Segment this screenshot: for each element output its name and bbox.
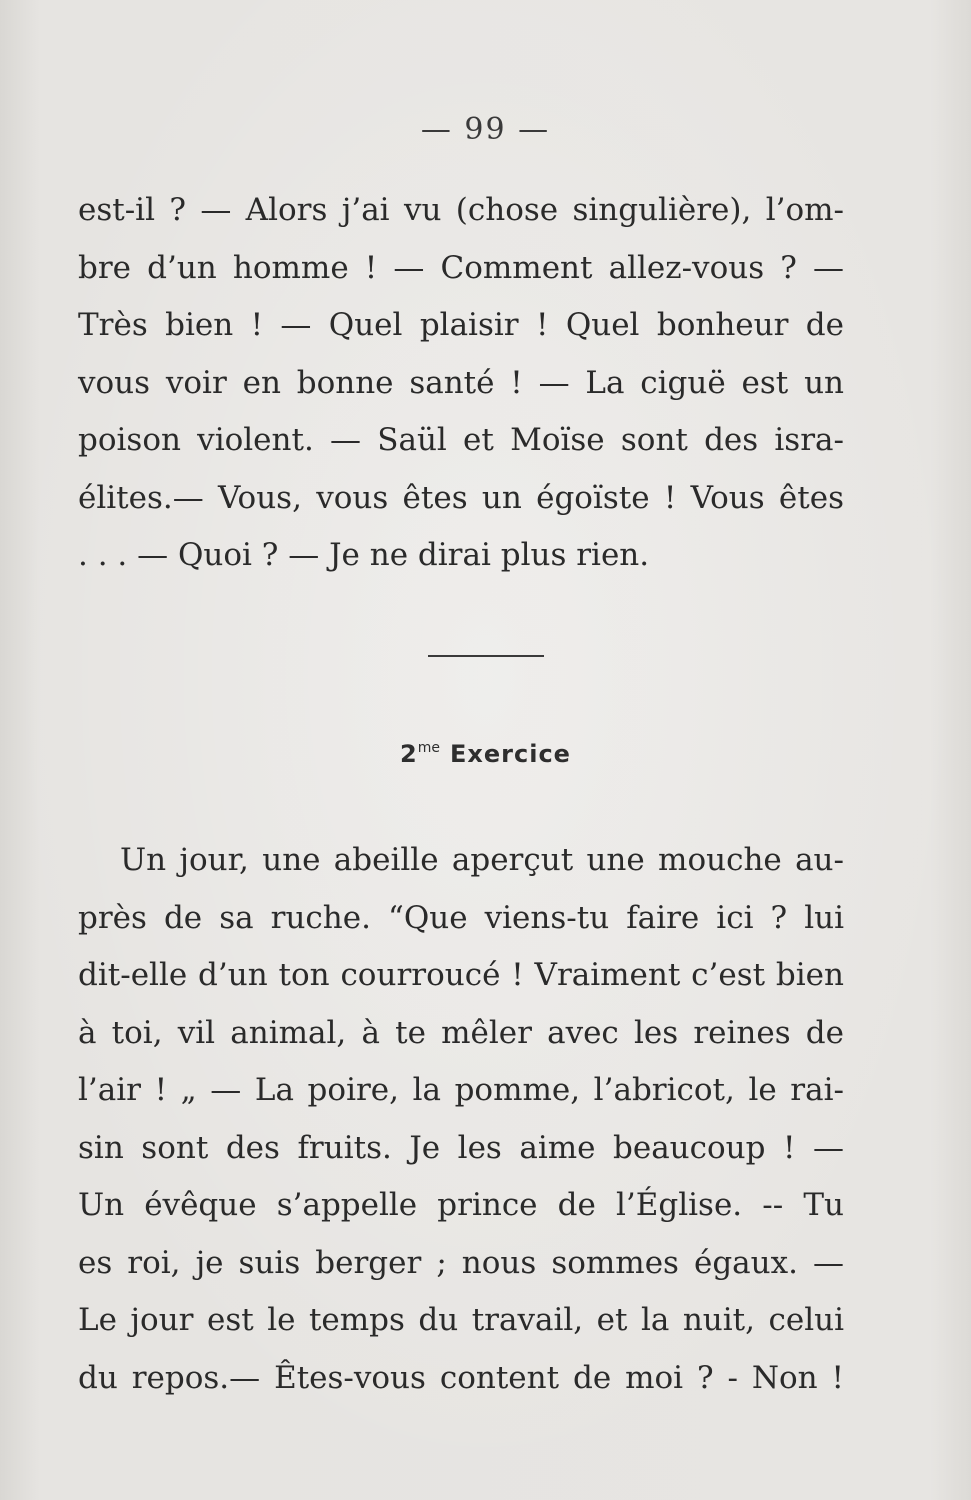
paragraph-2: [78, 832, 844, 1407]
text-line: l’air ! „ — La poire, la pomme, l’abricot, le rai-: [78, 1072, 844, 1108]
text-line: bre d’un homme ! — Comment allez-vous ? —: [78, 249, 844, 286]
text-line: vous voir en bonne santé ! — La ciguë est un: [78, 364, 844, 401]
text-line: Le jour est le temps du travail, et la nuit, celui: [78, 1302, 844, 1338]
text-line: sin sont des fruits. Je les aime beaucoup ! —: [78, 1129, 844, 1166]
section-heading: [0, 740, 971, 768]
text-line: poison violent. — Saül et Moïse sont des isra-: [78, 422, 844, 458]
section-divider: [428, 655, 544, 657]
text-line: . . . — Quoi ? — Je ne dirai plus rien.: [78, 537, 650, 573]
page-number: — 99 —: [420, 112, 551, 147]
heading-superscript: me: [417, 740, 440, 756]
text-line: près de sa ruche. “Que viens-tu faire ici ? lui: [78, 899, 844, 936]
heading-title: Exercice: [450, 740, 571, 768]
text-line: est-il ? — Alors j’ai vu (chose singulière), l’om-: [78, 192, 844, 228]
text-line: à toi, vil animal, à te mêler avec les reines de: [78, 1014, 844, 1051]
text-line: Un évêque s’appelle prince de l’Église. -- Tu: [78, 1187, 844, 1223]
text-line: Un jour, une abeille aperçut une mouche au-: [120, 842, 844, 878]
text-line: élites.— Vous, vous êtes un égoïste ! Vous êtes: [78, 479, 844, 516]
text-line: du repos.— Êtes-vous content de moi ? - Non !: [78, 1359, 844, 1396]
text-line: Très bien ! — Quel plaisir ! Quel bonheur de: [78, 307, 844, 343]
heading-number: 2: [400, 740, 418, 768]
paragraph-1: [78, 182, 844, 585]
text-line: dit-elle d’un ton courroucé ! Vraiment c’est bien: [78, 957, 844, 993]
text-line: es roi, je suis berger ; nous sommes égaux. —: [78, 1244, 844, 1281]
